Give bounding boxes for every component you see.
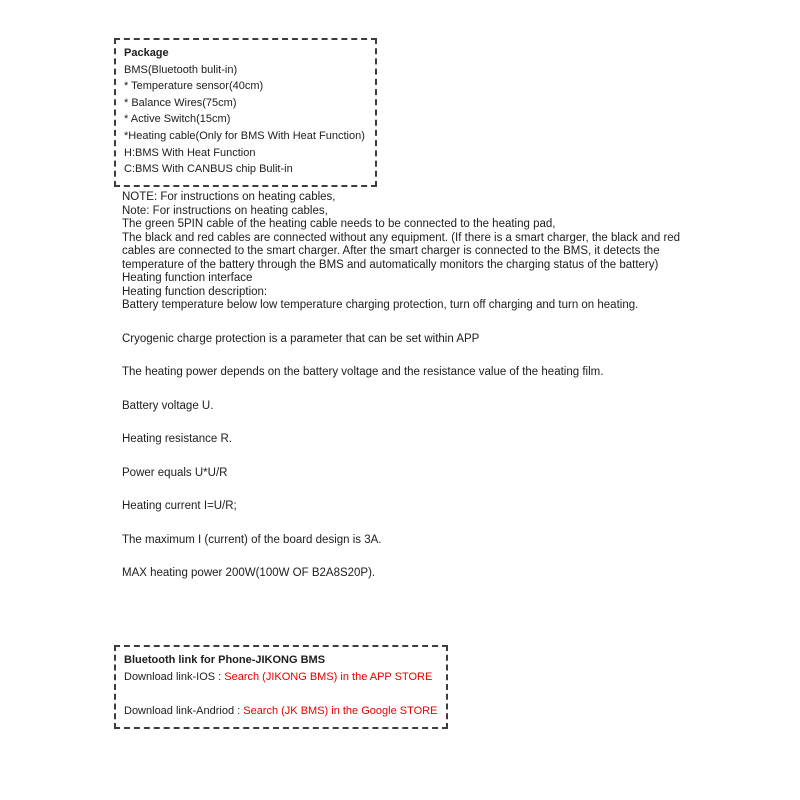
package-line: H:BMS With Heat Function (124, 146, 256, 159)
package-line: * Balance Wires(75cm) (124, 96, 237, 109)
note-paragraph: MAX heating power 200W(100W OF B2A8S20P). (122, 567, 376, 579)
package-title: Package (124, 47, 169, 59)
note-paragraph: NOTE: For instructions on heating cables, (122, 191, 336, 203)
note-paragraph: Heating function interface (122, 272, 253, 284)
note-paragraph: Cryogenic charge protection is a parameter that can be set within APP (122, 332, 480, 345)
download-link-ios-label: Download link-IOS : (124, 671, 225, 683)
note-paragraph: Battery temperature below low temperature charging protection, turn off charging and turn on heating. (122, 299, 639, 311)
download-link-ios (124, 669, 437, 686)
note-paragraph: The heating power depends on the battery voltage and the resistance value of the heating film. (122, 366, 604, 378)
package-line: * Active Switch(15cm) (124, 113, 231, 126)
package-line: *Heating cable(Only for BMS With Heat Function) (124, 129, 365, 142)
note-paragraph: The black and red cables are connected without any equipment. (If there is a smart charger, the black and red cables are connected to the smart charger. After the smart charger is connected to the BMS, it detects the temperature of the battery through the BMS and automatically monitors the charging status of the battery) (122, 231, 681, 271)
note-paragraph: Note: For instructions on heating cables, (122, 204, 328, 217)
bluetooth-title: Bluetooth link for Phone-JIKONG BMS (124, 654, 326, 666)
note-paragraph: Heating function description: (122, 285, 268, 298)
download-link-android-label: Download link-Andriod : (124, 705, 244, 717)
notes-section (122, 191, 688, 581)
download-link-ios-highlight: Search (JIKONG BMS) in the APP STORE (224, 671, 433, 683)
note-paragraph: Battery voltage U. (122, 399, 214, 412)
note-paragraph: The green 5PIN cable of the heating cable needs to be connected to the heating pad, (122, 218, 556, 230)
package-line: * Temperature sensor(40cm) (124, 80, 264, 93)
note-paragraph: The maximum I (current) of the board design is 3A. (122, 533, 382, 546)
download-link-android-highlight: Search (JK BMS) in the Google STORE (243, 705, 438, 717)
note-paragraph: Power equals U*U/R (122, 466, 228, 479)
package-line: C:BMS With CANBUS chip Bulit-in (124, 163, 293, 176)
download-link-android (124, 703, 437, 720)
package-line: BMS(Bluetooth bulit-in) (124, 63, 238, 76)
package-box (114, 38, 377, 187)
note-paragraph: Heating resistance R. (122, 433, 232, 445)
bluetooth-box (114, 645, 448, 729)
note-paragraph: Heating current I=U/R; (122, 500, 237, 512)
